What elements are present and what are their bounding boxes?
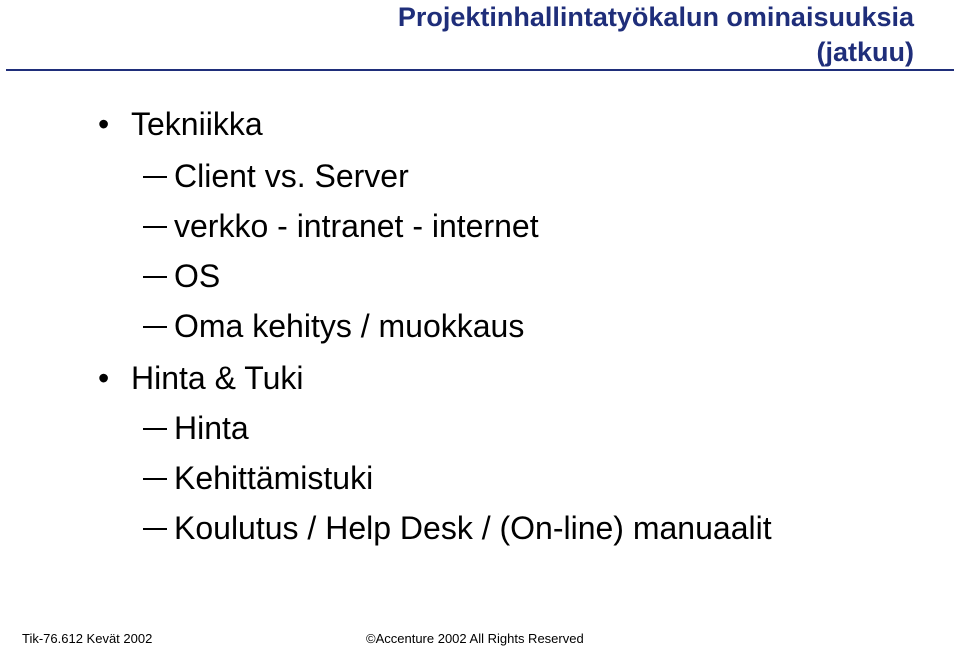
sub-item-kehittamistuki: Kehittämistuki [174, 460, 374, 496]
sub-item-verkko: verkko - intranet - internet [174, 208, 539, 244]
dash-icon [143, 528, 167, 530]
title-divider [6, 69, 954, 71]
slide-title [398, 0, 914, 70]
sub-item-hinta: Hinta [174, 410, 249, 446]
sub-item-oma-kehitys: Oma kehitys / muokkaus [174, 308, 525, 344]
footer-course: Tik-76.612 Kevät 2002 [22, 631, 153, 646]
slide-title-line1: Projektinhallintatyökalun ominaisuuksia [397, 2, 914, 32]
dash-icon [143, 326, 167, 328]
bullet-dot-icon: • [98, 106, 110, 142]
dash-icon [143, 176, 167, 178]
dash-icon [143, 226, 167, 228]
dash-icon [143, 428, 167, 430]
dash-icon [143, 478, 167, 480]
footer-copyright: ©Accenture 2002 All Rights Reserved [366, 631, 584, 646]
bullet-dot-icon: • [98, 360, 110, 396]
sub-item-koulutus: Koulutus / Help Desk / (On-line) manuaalit [174, 510, 772, 546]
sub-item-client-server: Client vs. Server [174, 158, 409, 194]
dash-icon [143, 276, 167, 278]
section-heading-hinta-tuki: Hinta & Tuki [131, 360, 304, 396]
sub-item-os: OS [174, 258, 221, 294]
slide-title-line2: (jatkuu) [816, 37, 914, 67]
section-heading-tekniikka: Tekniikka [131, 106, 263, 142]
